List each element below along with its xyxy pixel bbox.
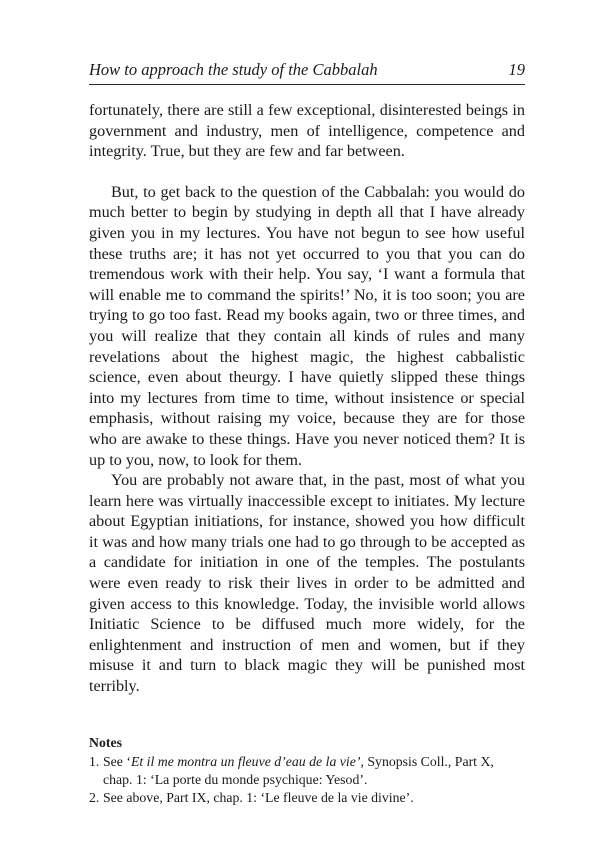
running-title: How to approach the study of the Cabbalah [89,60,378,79]
note-text-italic: Et il me montra un fleuve d’eau de la vie’ [130,753,361,769]
page-number: 19 [508,60,525,79]
note-text-prefix: See above, Part IX, chap. 1: ‘Le fleuve de la vie divine’. [103,789,414,805]
paragraph: You are probably not aware that, in the past, most of what you learn here was virtually inaccessible except to initiates. My lecture about Egyptian initiations, for instance, showed you how difficult it was and how many trials one had to go through to be accepted as a candidate for initiation in one of the temples. The postulants were even ready to risk their lives in order to be admitted and given access to this knowledge. Today, the invisible world allows Initiatic Science to be diffused much more widely, for the enlightenment and instruction of men and women, but if they misuse it and turn to black magic they will be punished most terribly. [89,471,525,696]
note-item [89,789,525,807]
notes-heading: Notes [89,734,122,750]
book-page [89,60,525,807]
note-number: 2. [89,789,100,805]
note-number: 1. [89,753,100,769]
note-text [103,753,525,789]
notes-section [89,734,525,807]
note-item [89,753,525,789]
paragraph: But, to get back to the question of the Cabbalah: you would do much better to begin by studying in depth all that I have already given you in my lectures. You have not begun to see how useful these truths are; it has not yet occurred to you that you can do tremendous work with their help. You say, ‘I want a formula that will enable me to command the spirits!’ No, it is too soon; you are trying to go too fast. Read my books again, two or three times, and you will realize that they contain all kinds of rules and many revelations about the highest magic, the highest cabbalistic science, even about theurgy. I have quietly slipped these things into my lectures from time to time, without insistence or special emphasis, without raising my voice, because they are for those who are awake to these things. Have you never noticed them? It is up to you, now, to look for them. [89,182,525,469]
body-text [89,100,525,697]
paragraph: fortunately, there are still a few exceptional, disinterested beings in government and industry, men of intelligence, competence and integrity. True, but they are few and far between. [89,101,525,161]
running-head [89,60,525,85]
note-text-suffix: , Synopsis Coll., Part X, chap. 1: ‘La porte du monde psychique: Yesod’. [103,753,494,787]
note-text [103,789,525,807]
note-text-prefix: See ‘ [103,753,131,769]
